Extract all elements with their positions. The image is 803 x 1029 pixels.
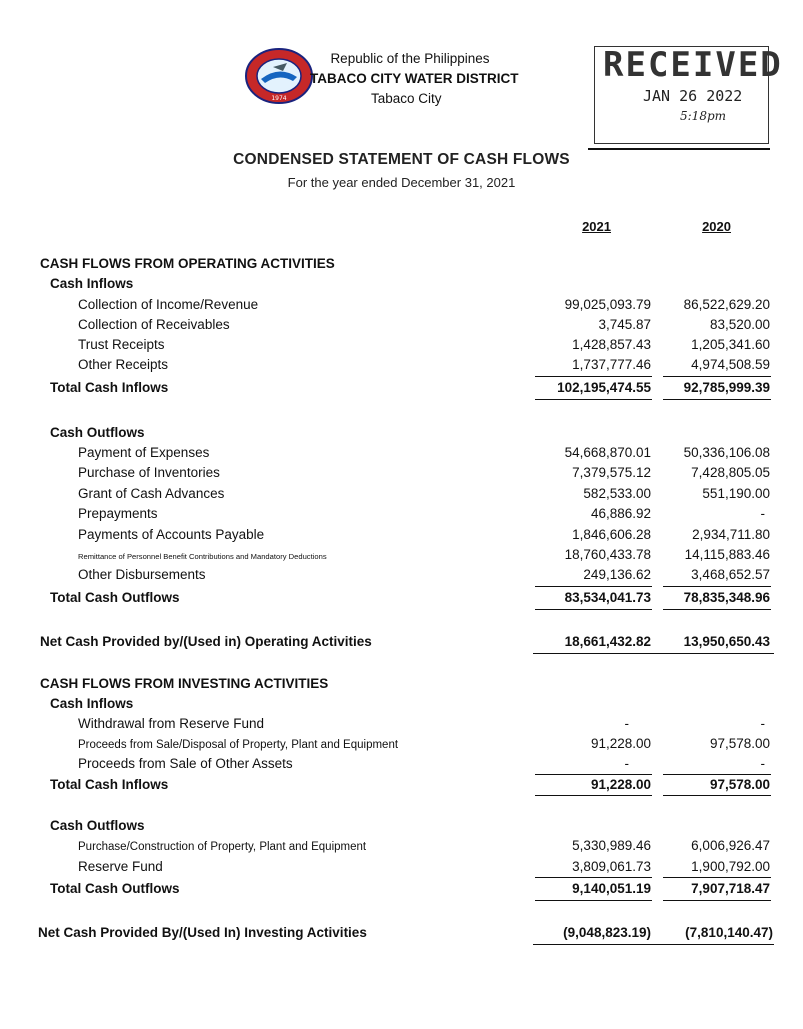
- total-rule: [663, 399, 771, 400]
- stamp-time: 5:18pm: [680, 109, 727, 123]
- section-investing-heading: CASH FLOWS FROM INVESTING ACTIVITIES: [40, 676, 329, 691]
- total-row: Total Cash Inflows 91,228.00 97,578.00: [50, 777, 770, 792]
- table-row: Purchase/Construction of Property, Plant and Equipment 5,330,989.46 6,006,926.47: [78, 838, 770, 853]
- subtotal-rule: [663, 774, 771, 775]
- table-row: Proceeds from Sale of Other Assets - -: [78, 756, 765, 771]
- total-rule: [535, 399, 652, 400]
- logo-year: 1974: [271, 95, 287, 102]
- table-row: Payments of Accounts Payable 1,846,606.28 2,934,711.80: [78, 527, 770, 542]
- total-rule: [663, 795, 771, 796]
- table-row: Payment of Expenses 54,668,870.01 50,336,106.08: [78, 445, 770, 460]
- investing-inflows-heading: Cash Inflows: [50, 696, 134, 711]
- stamp-rule: [588, 148, 770, 150]
- net-rule: [533, 653, 774, 654]
- table-row: Remittance of Personnel Benefit Contributions and Mandatory Deductions 18,760,433.78 14,115,883.46: [78, 547, 770, 562]
- column-2020: 2020: [702, 219, 731, 234]
- table-row: Grant of Cash Advances 582,533.00 551,190.00: [78, 486, 770, 501]
- subtotal-rule: [535, 774, 652, 775]
- stamp-word: RECEIVED: [603, 45, 783, 85]
- subtotal-rule: [663, 877, 771, 878]
- statement-title: CONDENSED STATEMENT OF CASH FLOWS: [233, 151, 570, 168]
- table-row: Other Disbursements 249,136.62 3,468,652.57: [78, 567, 770, 582]
- net-rule: [533, 944, 774, 945]
- subtotal-rule: [535, 877, 652, 878]
- operating-inflows-heading: Cash Inflows: [50, 276, 134, 291]
- investing-outflows-heading: Cash Outflows: [50, 818, 145, 833]
- total-rule: [663, 609, 771, 610]
- statement-period: For the year ended December 31, 2021: [287, 175, 516, 190]
- table-row: Prepayments 46,886.92 -: [78, 506, 765, 521]
- table-row: Proceeds from Sale/Disposal of Property, Plant and Equipment 91,228.00 97,578.00: [78, 736, 770, 751]
- table-row: Trust Receipts 1,428,857.43 1,205,341.60: [78, 337, 770, 352]
- stamp-date: JAN 26 2022: [643, 87, 743, 105]
- total-rule: [535, 609, 652, 610]
- total-row: Total Cash Inflows 102,195,474.55 92,785,999.39: [50, 380, 770, 395]
- operating-outflows-heading: Cash Outflows: [50, 425, 145, 440]
- table-row: Collection of Receivables 3,745.87 83,520.00: [78, 317, 770, 332]
- column-2021: 2021: [582, 219, 611, 234]
- total-rule: [535, 795, 652, 796]
- net-investing-row: Net Cash Provided By/(Used In) Investing Activities (9,048,823.19) (7,810,140.47): [38, 925, 773, 940]
- table-row: Purchase of Inventories 7,379,575.12 7,428,805.05: [78, 465, 770, 480]
- header-agency: TABACO CITY WATER DISTRICT: [310, 71, 519, 86]
- header-republic: Republic of the Philippines: [330, 51, 490, 66]
- section-operating-heading: CASH FLOWS FROM OPERATING ACTIVITIES: [40, 256, 335, 271]
- table-row: Collection of Income/Revenue 99,025,093.79 86,522,629.20: [78, 297, 770, 312]
- net-operating-row: Net Cash Provided by/(Used in) Operating Activities 18,661,432.82 13,950,650.43: [40, 634, 770, 649]
- subtotal-rule: [535, 376, 652, 377]
- subtotal-rule: [663, 376, 771, 377]
- received-stamp: [594, 45, 783, 144]
- subtotal-rule: [535, 586, 652, 587]
- total-rule: [535, 900, 652, 901]
- table-row: Reserve Fund 3,809,061.73 1,900,792.00: [78, 859, 770, 874]
- header-city: Tabaco City: [371, 91, 442, 106]
- total-row: Total Cash Outflows 9,140,051.19 7,907,718.47: [50, 881, 770, 896]
- subtotal-rule: [663, 586, 771, 587]
- total-row: Total Cash Outflows 83,534,041.73 78,835,348.96: [50, 590, 770, 605]
- table-row: Other Receipts 1,737,777.46 4,974,508.59: [78, 357, 770, 372]
- total-rule: [663, 900, 771, 901]
- table-row: Withdrawal from Reserve Fund - -: [78, 716, 765, 731]
